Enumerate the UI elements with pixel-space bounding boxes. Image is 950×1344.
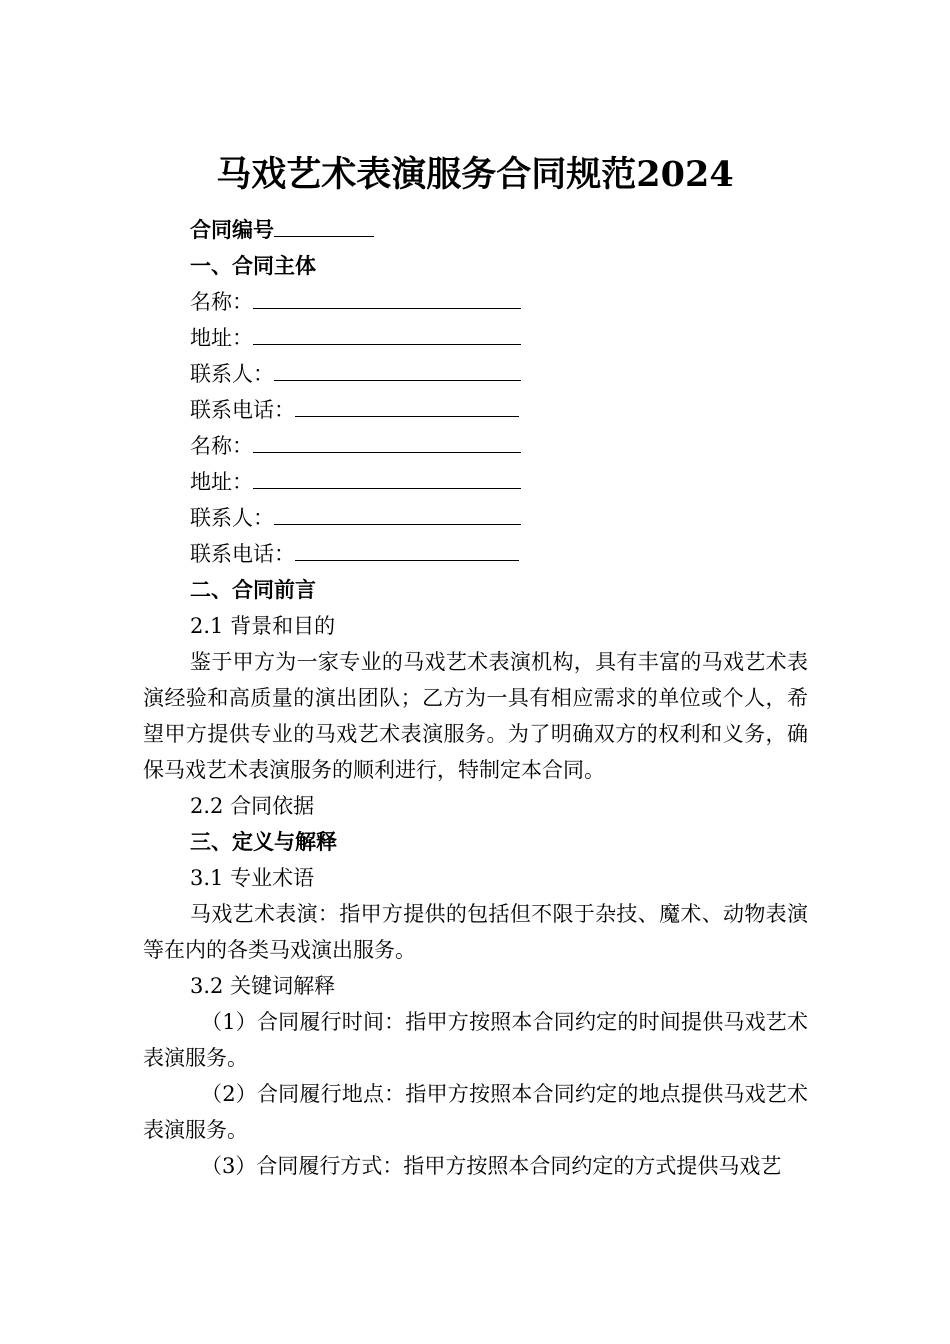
subsection-3-1: 3.1 专业术语 bbox=[190, 866, 315, 890]
contract-number-label: 合同编号 bbox=[190, 217, 274, 242]
party-a-address-label: 地址： bbox=[190, 326, 253, 350]
party-a-phone-line bbox=[190, 392, 519, 428]
contract-number-line bbox=[190, 212, 374, 248]
term-performance-place: （2）合同履行地点：指甲方按照本合同约定的地点提供马戏艺术表演服务。 bbox=[143, 1082, 808, 1142]
party-a-address-line bbox=[190, 320, 521, 356]
party-a-phone-label: 联系电话： bbox=[190, 398, 295, 422]
party-a-name-blank[interactable] bbox=[253, 286, 521, 309]
party-b-phone-label: 联系电话： bbox=[190, 542, 295, 566]
section-heading-preface: 二、合同前言 bbox=[190, 577, 316, 602]
party-b-contact-blank[interactable] bbox=[274, 502, 521, 525]
subsection-3-2: 3.2 关键词解释 bbox=[190, 974, 336, 998]
party-b-address-label: 地址： bbox=[190, 470, 253, 494]
term-performance-time: （1）合同履行时间：指甲方按照本合同约定的时间提供马戏艺术表演服务。 bbox=[143, 1010, 808, 1070]
document-title: 马戏艺术表演服务合同规范2024 bbox=[216, 154, 734, 195]
party-a-name-label: 名称： bbox=[190, 290, 253, 314]
party-a-name-line bbox=[190, 284, 521, 320]
party-b-phone-blank[interactable] bbox=[295, 538, 519, 561]
paragraph-background: 鉴于甲方为一家专业的马戏艺术表演机构，具有丰富的马戏艺术表演经验和高质量的演出团队；乙方为一具有相应需求的单位或个人，希望甲方提供专业的马戏艺术表演服务。为了明确双方的权利和义务，确保马戏艺术表演服务的顺利进行，特制定本合同。 bbox=[143, 650, 808, 782]
party-b-phone-line bbox=[190, 536, 519, 572]
party-b-name-blank[interactable] bbox=[253, 430, 521, 453]
subsection-2-2: 2.2 合同依据 bbox=[190, 794, 315, 818]
party-b-name-line bbox=[190, 428, 521, 464]
term-performance-method: （3）合同履行方式：指甲方按照本合同约定的方式提供马戏艺 bbox=[201, 1154, 782, 1178]
party-a-phone-blank[interactable] bbox=[295, 394, 519, 417]
section-heading-definitions: 三、定义与解释 bbox=[190, 829, 337, 854]
party-b-address-line bbox=[190, 464, 521, 500]
subsection-2-1: 2.1 背景和目的 bbox=[190, 614, 336, 638]
contract-number-blank[interactable] bbox=[274, 214, 374, 237]
party-b-address-blank[interactable] bbox=[253, 466, 521, 489]
party-a-address-blank[interactable] bbox=[253, 322, 521, 345]
party-a-contact-blank[interactable] bbox=[274, 358, 521, 381]
party-b-name-label: 名称： bbox=[190, 434, 253, 458]
paragraph-terms: 马戏艺术表演：指甲方提供的包括但不限于杂技、魔术、动物表演等在内的各类马戏演出服务。 bbox=[143, 902, 808, 962]
party-a-contact-line bbox=[190, 356, 521, 392]
party-b-contact-label: 联系人： bbox=[190, 506, 274, 530]
party-a-contact-label: 联系人： bbox=[190, 362, 274, 386]
section-heading-parties: 一、合同主体 bbox=[190, 253, 316, 278]
party-b-contact-line bbox=[190, 500, 521, 536]
